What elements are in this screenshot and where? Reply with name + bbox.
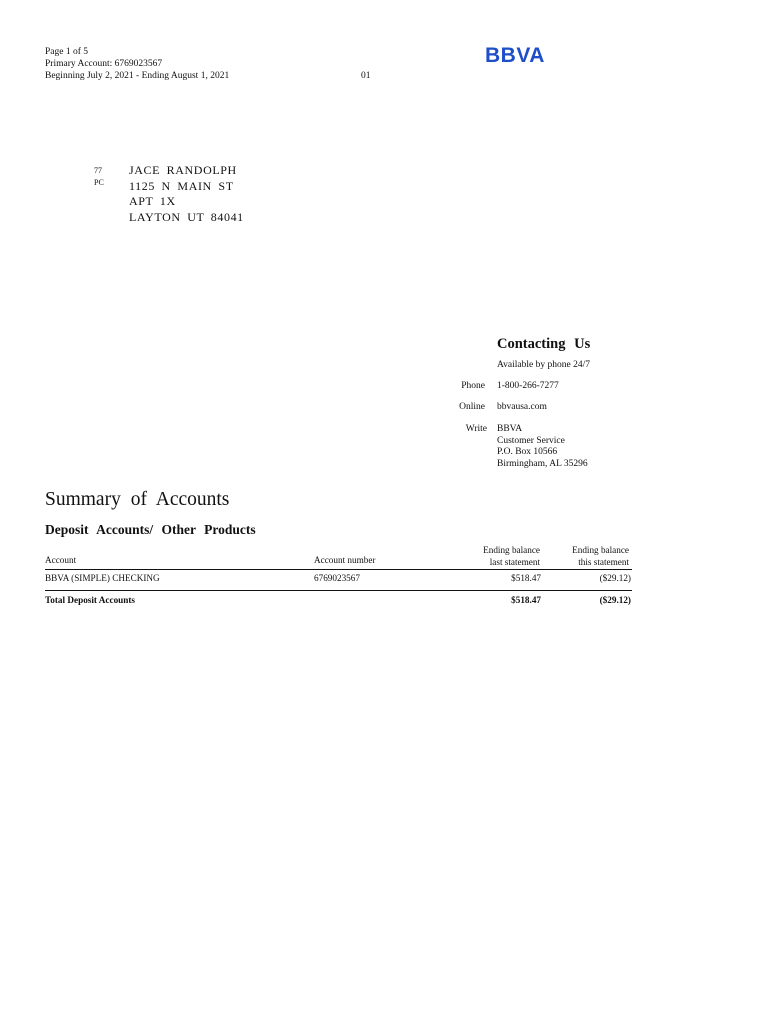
row-ending-this: ($29.12) — [599, 573, 631, 583]
mailing-contact-address — [497, 424, 588, 470]
col-header-text: this statement — [578, 556, 629, 567]
address-street: 1125 N MAIN ST — [129, 178, 234, 193]
total-label: Total Deposit Accounts — [45, 595, 136, 605]
mailing-address — [129, 163, 244, 225]
address-city: LAYTON UT 84041 — [129, 209, 244, 224]
total-ending-last: $518.47 — [511, 595, 541, 605]
write-line: BBVA — [497, 424, 523, 434]
contact-availability: Available by phone 24/7 — [497, 360, 590, 370]
row-account-name: BBVA (SIMPLE) CHECKING — [45, 573, 160, 583]
total-ending-this: ($29.12) — [599, 595, 631, 605]
address-apt: APT 1X — [129, 194, 176, 208]
table-header-rule — [45, 569, 632, 570]
write-line: Birmingham, AL 35296 — [497, 458, 588, 469]
col-header-text: Ending balance — [572, 545, 629, 555]
online-label: Online — [459, 402, 485, 412]
row-account-number: 6769023567 — [314, 573, 360, 583]
write-line: Customer Service — [497, 435, 565, 446]
website-link[interactable]: bbvausa.com — [497, 402, 547, 412]
primary-account: Primary Account: 6769023567 — [45, 59, 163, 69]
write-line: P.O. Box 10566 — [497, 447, 558, 457]
row-ending-last: $518.47 — [511, 573, 541, 583]
statement-period: Beginning July 2, 2021 - Ending August 1, 2021 — [45, 71, 230, 81]
write-label: Write — [465, 424, 487, 434]
col-header-ending-last — [440, 545, 540, 568]
col-header-account-number: Account number — [314, 555, 376, 565]
col-header-text: Ending balance — [483, 545, 540, 555]
col-header-account: Account — [45, 555, 77, 565]
contact-title: Contacting Us — [497, 336, 591, 352]
summary-title: Summary of Accounts — [45, 489, 230, 510]
col-header-ending-this — [529, 545, 629, 568]
table-total-rule — [45, 590, 632, 591]
statement-code: 01 — [361, 71, 371, 81]
section-title: Deposit Accounts/ Other Products — [45, 522, 256, 537]
mail-code-pc: PC — [94, 178, 104, 187]
address-name: JACE RANDOLPH — [129, 163, 237, 177]
bbva-logo: BBVA — [485, 44, 545, 67]
page-number: Page 1 of 5 — [45, 47, 89, 57]
mail-code-77: 77 — [94, 166, 102, 175]
phone-number[interactable]: 1-800-266-7277 — [497, 381, 559, 391]
col-header-text: last statement — [489, 556, 540, 567]
phone-label: Phone — [461, 381, 485, 391]
